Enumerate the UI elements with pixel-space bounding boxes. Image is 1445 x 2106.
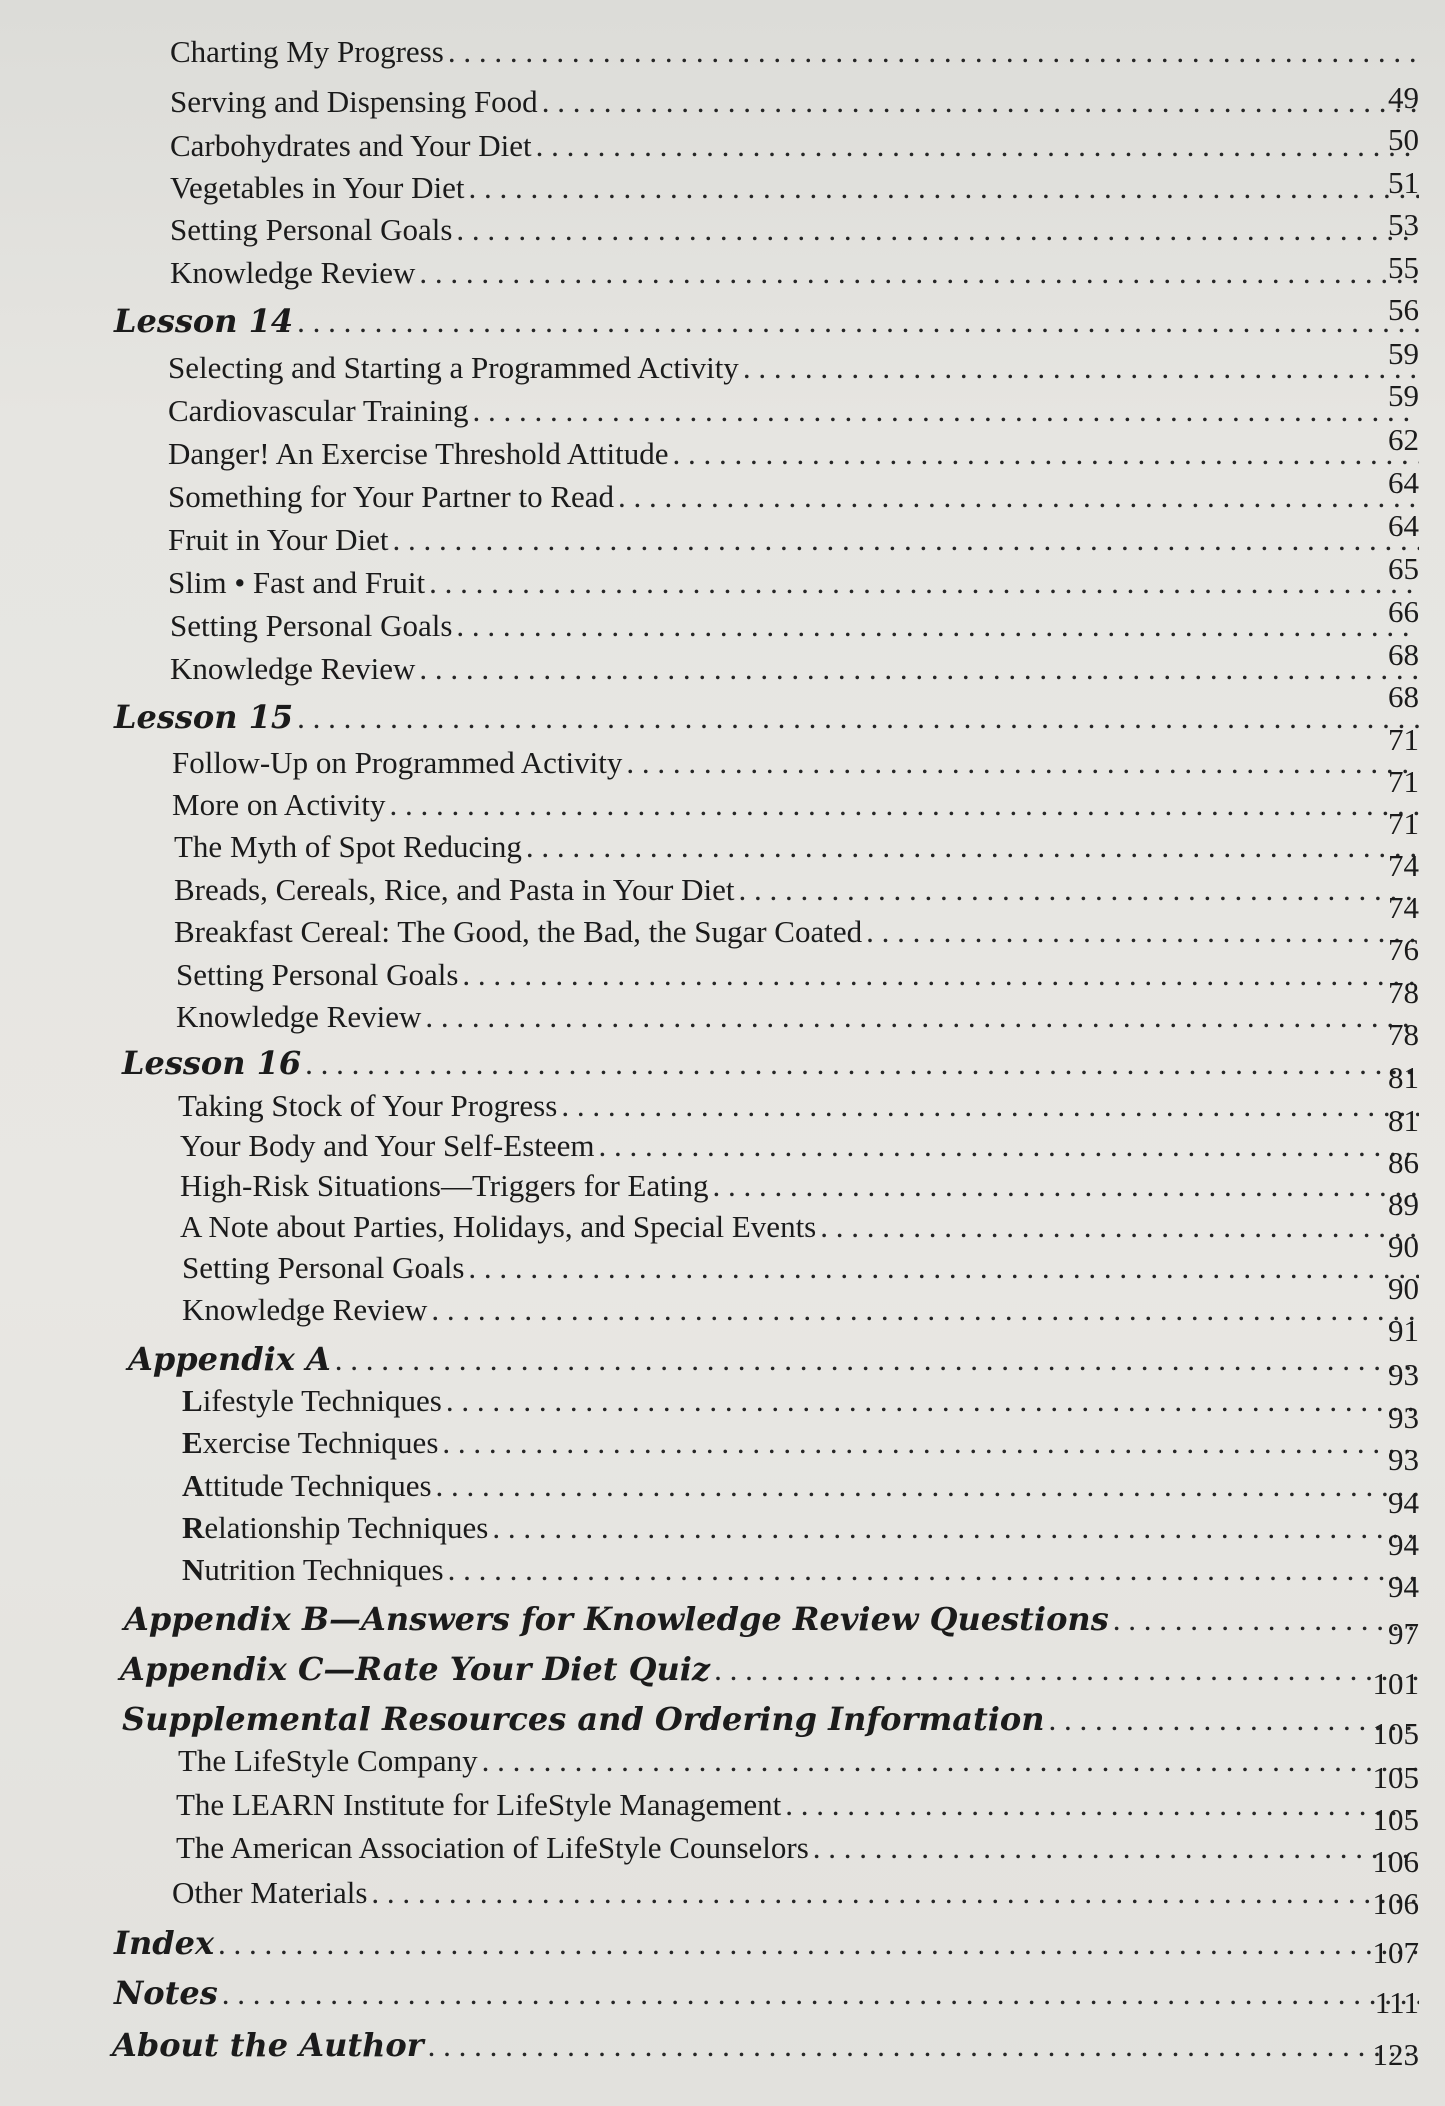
toc-heading xyxy=(120,1650,1419,1688)
entry-title: Lesson 15 xyxy=(114,698,294,736)
page-number: 64 xyxy=(1388,508,1419,543)
dot-leader xyxy=(492,1510,1419,1546)
page-number: 62 xyxy=(1388,422,1419,457)
page-number: 123 xyxy=(1372,2037,1419,2072)
dot-leader xyxy=(672,436,1419,472)
dot-leader xyxy=(866,914,1419,950)
toc-entry xyxy=(168,479,1419,515)
toc-entry xyxy=(182,1468,1419,1504)
toc-entry xyxy=(176,1830,1419,1866)
dot-leader xyxy=(820,1209,1419,1245)
dot-leader xyxy=(419,255,1419,291)
entry-title: Knowledge Review xyxy=(176,999,422,1034)
toc-entry xyxy=(174,914,1419,950)
dot-leader xyxy=(371,1875,1419,1911)
toc-entry xyxy=(176,999,1419,1035)
dot-leader xyxy=(599,1128,1419,1164)
toc-entry xyxy=(178,1088,1419,1124)
entry-title: A Note about Parties, Holidays, and Special Events xyxy=(180,1209,817,1244)
dot-leader xyxy=(813,1830,1419,1866)
dot-leader xyxy=(436,1468,1419,1504)
dot-leader xyxy=(456,212,1419,248)
dot-leader xyxy=(482,1743,1419,1779)
toc-entry xyxy=(180,1168,1419,1204)
entry-title: Cardiovascular Training xyxy=(168,393,469,428)
entry-title: Serving and Dispensing Food xyxy=(170,84,538,119)
toc-entry xyxy=(174,872,1419,908)
page-number: 106 xyxy=(1372,1844,1419,1879)
page-number: 71 xyxy=(1388,722,1419,757)
entry-title: Slim • Fast and Fruit xyxy=(168,565,426,600)
entry-title: Danger! An Exercise Threshold Attitude xyxy=(168,436,669,471)
entry-title: Setting Personal Goals xyxy=(182,1250,465,1285)
toc-entry xyxy=(170,84,1419,120)
entry-title: Fruit in Your Diet xyxy=(168,522,389,557)
entry-title: High-Risk Situations—Triggers for Eating xyxy=(180,1168,709,1203)
page-number: 93 xyxy=(1388,1400,1419,1435)
page-number: 66 xyxy=(1388,594,1419,629)
page-number: 107 xyxy=(1372,1935,1419,1970)
entry-title: The Myth of Spot Reducing xyxy=(174,829,522,864)
toc-entry xyxy=(170,608,1419,644)
entry-title: Appendix A xyxy=(128,1340,331,1378)
dot-leader xyxy=(448,1552,1419,1588)
toc-entry xyxy=(170,34,1419,70)
dot-leader xyxy=(218,1926,1419,1962)
entry-title: The American Association of LifeStyle Counselors xyxy=(176,1830,809,1865)
page-number: 81 xyxy=(1388,1103,1419,1138)
toc-entry xyxy=(182,1552,1419,1588)
page-number: 64 xyxy=(1388,465,1419,500)
dot-leader xyxy=(542,84,1419,120)
page-number: 105 xyxy=(1372,1802,1419,1837)
entry-title: Vegetables in Your Diet xyxy=(170,170,465,205)
page-number: 105 xyxy=(1372,1760,1419,1795)
page-number: 93 xyxy=(1388,1442,1419,1477)
toc-entry xyxy=(172,745,1419,781)
dot-leader xyxy=(335,1342,1419,1378)
dot-leader xyxy=(425,999,1419,1035)
toc-entry xyxy=(170,170,1419,206)
toc-heading xyxy=(128,1340,1419,1378)
page-number: 59 xyxy=(1388,378,1419,413)
entry-title: Breads, Cereals, Rice, and Pasta in Your Diet xyxy=(174,872,735,907)
toc-heading xyxy=(112,2026,1419,2064)
toc-heading xyxy=(122,1700,1419,1738)
page-number: 65 xyxy=(1388,551,1419,586)
entry-title: Knowledge Review xyxy=(170,651,416,686)
entry-title: Notes xyxy=(114,1974,218,2012)
toc-entry xyxy=(178,1743,1419,1779)
page-number: 91 xyxy=(1388,1313,1419,1348)
page-number: 76 xyxy=(1388,932,1419,967)
page-number: 90 xyxy=(1388,1229,1419,1264)
dot-leader xyxy=(297,700,1419,736)
dot-leader xyxy=(1049,1702,1420,1738)
entry-title: Attitude Techniques xyxy=(182,1468,432,1503)
page-number: 90 xyxy=(1388,1271,1419,1306)
entry-title: Taking Stock of Your Progress xyxy=(178,1088,558,1123)
page-number: 78 xyxy=(1388,1017,1419,1052)
page-number: 105 xyxy=(1372,1716,1419,1751)
entry-title: The LEARN Institute for LifeStyle Management xyxy=(176,1787,782,1822)
toc-heading xyxy=(114,1974,1419,2012)
dot-leader xyxy=(305,1046,1419,1082)
page-number: 50 xyxy=(1388,122,1419,157)
toc-heading xyxy=(114,302,1419,340)
entry-title: Something for Your Partner to Read xyxy=(168,479,615,514)
dot-leader xyxy=(468,1250,1419,1286)
toc-entry xyxy=(182,1292,1419,1328)
page-number: 59 xyxy=(1388,336,1419,371)
page-number: 78 xyxy=(1388,975,1419,1010)
entry-title: Carbohydrates and Your Diet xyxy=(170,128,532,163)
dot-leader xyxy=(743,350,1419,386)
page-number: 74 xyxy=(1388,848,1419,883)
page-number: 94 xyxy=(1388,1485,1419,1520)
toc-entry xyxy=(176,1787,1419,1823)
dot-leader xyxy=(785,1787,1419,1823)
page-number: 89 xyxy=(1388,1187,1419,1222)
page-number: 56 xyxy=(1388,292,1419,327)
entry-title: Lesson 16 xyxy=(122,1044,302,1082)
dot-leader xyxy=(526,829,1419,865)
toc-entry xyxy=(168,565,1419,601)
toc-heading xyxy=(114,698,1419,736)
entry-title: Setting Personal Goals xyxy=(170,212,453,247)
page-number: 68 xyxy=(1388,679,1419,714)
page-number: 53 xyxy=(1388,207,1419,242)
dot-leader xyxy=(473,393,1420,429)
entry-title: Relationship Techniques xyxy=(182,1510,489,1545)
toc-entry xyxy=(170,128,1419,164)
dot-leader xyxy=(446,1383,1419,1419)
toc-entry xyxy=(168,393,1419,429)
toc-entry xyxy=(182,1510,1419,1546)
entry-title: Lifestyle Techniques xyxy=(182,1383,442,1418)
page-number: 81 xyxy=(1388,1060,1419,1095)
toc-entry xyxy=(172,1875,1419,1911)
page-number: 94 xyxy=(1388,1527,1419,1562)
dot-leader xyxy=(714,1652,1419,1688)
page-number: 106 xyxy=(1372,1886,1419,1921)
toc-entry xyxy=(168,350,1419,386)
toc-entry xyxy=(168,436,1419,472)
page-number: 68 xyxy=(1388,637,1419,672)
dot-leader xyxy=(448,34,1419,70)
entry-title: Your Body and Your Self-Esteem xyxy=(180,1128,595,1163)
toc-entry xyxy=(182,1250,1419,1286)
entry-title: Appendix B—Answers for Knowledge Review Questions xyxy=(124,1600,1109,1638)
dot-leader xyxy=(442,1425,1419,1461)
page-number: 111 xyxy=(1374,1985,1419,2020)
page-number: 74 xyxy=(1388,890,1419,925)
toc-entry xyxy=(170,651,1419,687)
dot-leader xyxy=(1113,1602,1419,1638)
entry-title: Lesson 14 xyxy=(114,302,294,340)
page-number: 86 xyxy=(1388,1145,1419,1180)
toc-entry xyxy=(180,1128,1419,1164)
dot-leader xyxy=(429,565,1419,601)
page-number: 93 xyxy=(1388,1357,1419,1392)
dot-leader xyxy=(536,128,1419,164)
dot-leader xyxy=(561,1088,1419,1124)
entry-title: Charting My Progress xyxy=(170,34,444,69)
toc-heading xyxy=(124,1600,1419,1638)
entry-title: About the Author xyxy=(112,2026,424,2064)
dot-leader xyxy=(390,787,1419,823)
entry-title: Appendix C—Rate Your Diet Quiz xyxy=(120,1650,711,1688)
dot-leader xyxy=(712,1168,1419,1204)
toc-heading xyxy=(114,1924,1419,1962)
dot-leader xyxy=(419,651,1419,687)
dot-leader xyxy=(392,522,1419,558)
dot-leader xyxy=(431,1292,1419,1328)
page-number: 71 xyxy=(1388,764,1419,799)
dot-leader xyxy=(468,170,1419,206)
toc-entry xyxy=(182,1383,1419,1419)
dot-leader xyxy=(626,745,1419,781)
toc-entry xyxy=(180,1209,1419,1245)
dot-leader xyxy=(618,479,1419,515)
entry-title: More on Activity xyxy=(172,787,386,822)
dot-leader xyxy=(738,872,1419,908)
toc-heading xyxy=(122,1044,1419,1082)
page-number: 55 xyxy=(1388,250,1419,285)
entry-title: Nutrition Techniques xyxy=(182,1552,444,1587)
page-number: 49 xyxy=(1388,80,1419,115)
page-number: 101 xyxy=(1372,1666,1419,1701)
toc-entry xyxy=(172,787,1419,823)
toc-entry xyxy=(174,829,1419,865)
page-number: 97 xyxy=(1388,1616,1419,1651)
entry-title: Supplemental Resources and Ordering Information xyxy=(122,1700,1045,1738)
toc-entry xyxy=(182,1425,1419,1461)
page-number: 94 xyxy=(1388,1569,1419,1604)
dot-leader xyxy=(222,1976,1419,2012)
dot-leader xyxy=(462,957,1419,993)
entry-title: Index xyxy=(114,1924,215,1962)
entry-title: The LifeStyle Company xyxy=(178,1743,478,1778)
dot-leader xyxy=(456,608,1419,644)
entry-title: Other Materials xyxy=(172,1875,368,1910)
entry-title: Knowledge Review xyxy=(170,255,416,290)
entry-title: Knowledge Review xyxy=(182,1292,428,1327)
entry-title: Setting Personal Goals xyxy=(170,608,453,643)
toc-entry xyxy=(168,522,1419,558)
page-number: 71 xyxy=(1388,806,1419,841)
entry-title: Selecting and Starting a Programmed Activity xyxy=(168,350,739,385)
entry-title: Follow-Up on Programmed Activity xyxy=(172,745,623,780)
toc-entry xyxy=(170,255,1419,291)
toc-entry xyxy=(170,212,1419,248)
entry-title: Exercise Techniques xyxy=(182,1425,439,1460)
dot-leader xyxy=(297,304,1419,340)
page-number: 51 xyxy=(1388,165,1419,200)
entry-title: Breakfast Cereal: The Good, the Bad, the Sugar Coated xyxy=(174,914,863,949)
dot-leader xyxy=(428,2028,1419,2064)
toc-entry xyxy=(176,957,1419,993)
entry-title: Setting Personal Goals xyxy=(176,957,459,992)
